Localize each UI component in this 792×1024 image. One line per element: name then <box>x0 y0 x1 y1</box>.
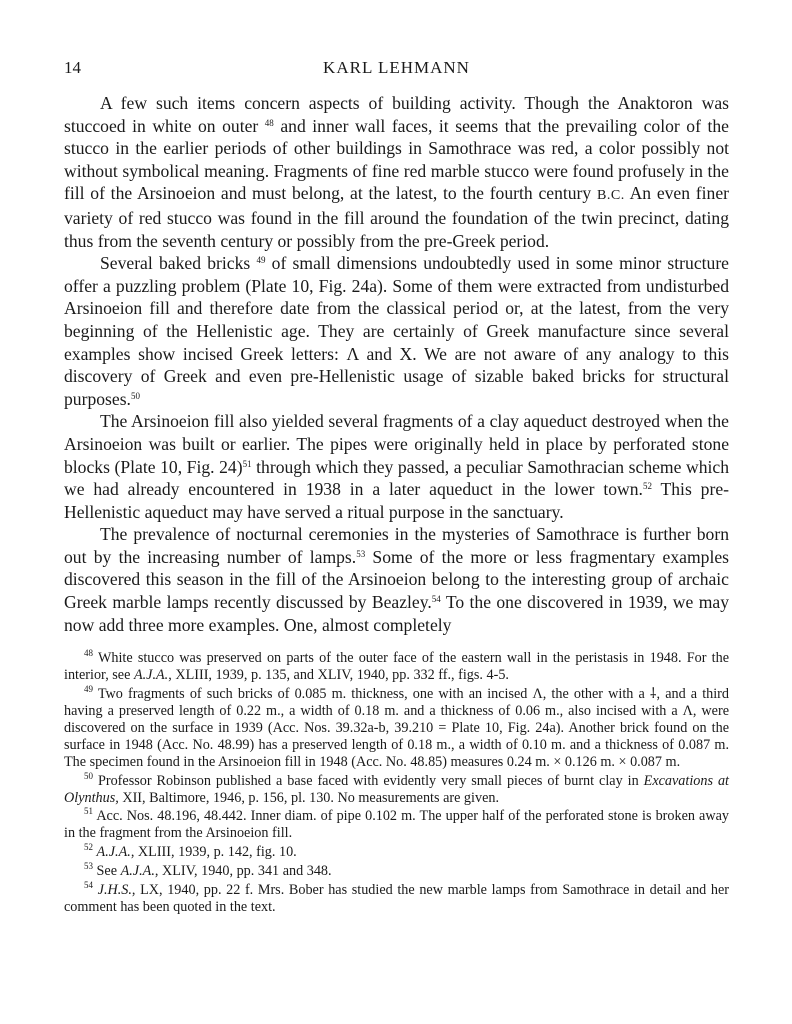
main-text <box>64 92 729 636</box>
note-marker: 50 <box>130 390 140 401</box>
text-run: , XLIII, 1939, p. 135, and XLIV, 1940, pp. 332 ff., figs. 4-5. <box>168 667 509 684</box>
text-run: of small dimensions undoubtedly used in some minor structure offer a puzzling problem (Plate 10, Fig. 24a). Some of them were extracted from undisturbed Arsinoeion fill and therefore date from the classical period or, at the latest, from the very beginning of the Hellenistic age. They are certainly of Greek manufacture since several examples show incised Greek letters: Λ and X. We are not aware of any analogy to this discovery of Greek and even pre-Hellenistic usage of sizable baked bricks for structural purposes. <box>64 253 729 409</box>
footnote <box>64 863 729 880</box>
note-marker: 54 <box>431 594 441 605</box>
footnote <box>64 770 729 807</box>
note-marker: 51 <box>242 458 252 469</box>
text-run: Acc. Nos. 48.196, 48.442. Inner diam. of pipe 0.102 m. The upper half of the perforated stone is broken away in the fragment from the Arsinoeion fill. <box>64 808 729 842</box>
running-head: KARL LEHMANN <box>323 58 470 77</box>
note-marker: 50 <box>84 770 93 781</box>
note-marker: 48 <box>264 117 274 128</box>
text-run: Some of the more or less fragmentary examples discovered this season in the fill of the Arsinoeion belong to the interesting group of archaic Greek marble lamps recently discussed by Beazley. <box>64 546 729 613</box>
italic-title: A.J.A. <box>96 844 131 861</box>
note-marker: 51 <box>84 806 93 817</box>
text-run: and inner wall faces, it seems that the prevailing color of the stucco in the earlier periods of other buildings in Samothrace was red, a color possibly not without symbolical meaning. Fragments of fine red marble stucco were found profusely in the fill of the Arsinoeion and must belong, at the latest, to the fourth century <box>64 115 729 204</box>
footnote <box>64 882 729 916</box>
text-run: See <box>93 863 121 880</box>
footnote <box>64 844 729 861</box>
text-run: An even finer variety of red stucco was found in the fill around the foundation of the twin precinct, dating thus from the seventh century or possibly from the pre-Greek period. <box>64 183 730 251</box>
small-caps: B.C. <box>596 187 625 204</box>
text-run: The prevalence of nocturnal ceremonies in the mysteries of Samothrace is further born out by the increasing number of lamps. <box>64 524 729 567</box>
text-run: Two fragments of such bricks of 0.085 m. thickness, one with an incised Λ, the other with a ⸸, and a third having a preserved length of 0.22 m., a width of 0.18 m. and a thickness of 0.06 m., also incised with a Λ, were discovered on the surface in 1939 (Acc. Nos. 39.32a-b, 39.210 = Plate 10, Fig. 24a). Another brick found on the surface in 1948 (Acc. No. 48.99) has a preserved length of 0.18 m., a width of 0.10 m. and a thickness of 0.087 m. The specimen found in the Arsinoeion fill in 1948 (Acc. No. 48.85) measures 0.24 m. × 0.126 m. × 0.087 m. <box>64 686 729 770</box>
text-run: White stucco was preserved on parts of the outer face of the eastern wall in the peristasis in 1948. For the interior, see <box>64 650 729 684</box>
footnotes <box>64 650 729 916</box>
italic-title: J.H.S. <box>97 882 132 899</box>
text-run: Professor Robinson published a base faced with evidently very small pieces of burnt clay in <box>93 772 644 789</box>
paragraph <box>64 252 729 410</box>
note-marker: 48 <box>84 648 93 659</box>
note-marker: 52 <box>84 842 93 853</box>
page-number: 14 <box>64 58 81 77</box>
text-run: This pre-Hellenistic aqueduct may have served a ritual purpose in the sanctuary. <box>64 479 729 522</box>
paragraph <box>64 410 729 523</box>
note-marker: 52 <box>642 481 652 492</box>
footnote <box>64 650 729 684</box>
text-run: , XLIV, 1940, pp. 341 and 348. <box>154 863 332 880</box>
italic-title: A.J.A. <box>133 667 169 684</box>
paragraph <box>64 523 729 636</box>
italic-title: A.J.A. <box>120 863 155 880</box>
text-run: through which they passed, a peculiar Samothracian scheme which we had already encountered in 1938 in a later aqueduct in the lower town. <box>64 456 729 500</box>
text-run: The Arsinoeion fill also yielded several fragments of a clay aqueduct destroyed when the Arsinoeion was built or earlier. The pipes were originally held in place by perforated stone blocks (Plate 10, Fig. 24) <box>64 411 729 477</box>
note-marker: 53 <box>356 548 366 559</box>
text-run: , LX, 1940, pp. 22 f. Mrs. Bober has studied the new marble lamps from Samothrace in detail and her comment has been quoted in the text. <box>64 882 729 915</box>
text-run: , XLIII, 1939, p. 142, fig. 10. <box>130 844 297 861</box>
text-run: A few such items concern aspects of building activity. Though the Anaktoron was stuccoed in white on outer <box>64 93 729 136</box>
text-run: To the one discovered in 1939, we may now add three more examples. One, almost completely <box>64 592 729 635</box>
note-marker: 49 <box>256 255 266 266</box>
note-marker: 49 <box>84 684 93 695</box>
page <box>64 58 729 918</box>
footnote <box>64 808 729 842</box>
note-marker: 54 <box>84 880 93 891</box>
footnote <box>64 686 729 771</box>
page-header <box>64 58 729 82</box>
text-run: XII, Baltimore, 1946, p. 156, pl. 130. No measurements are given. <box>118 789 500 806</box>
paragraph <box>64 92 729 252</box>
note-marker: 53 <box>84 861 93 872</box>
text-run: Several baked bricks <box>100 253 257 274</box>
italic-title: Excavations at Olynthus, <box>64 772 729 806</box>
